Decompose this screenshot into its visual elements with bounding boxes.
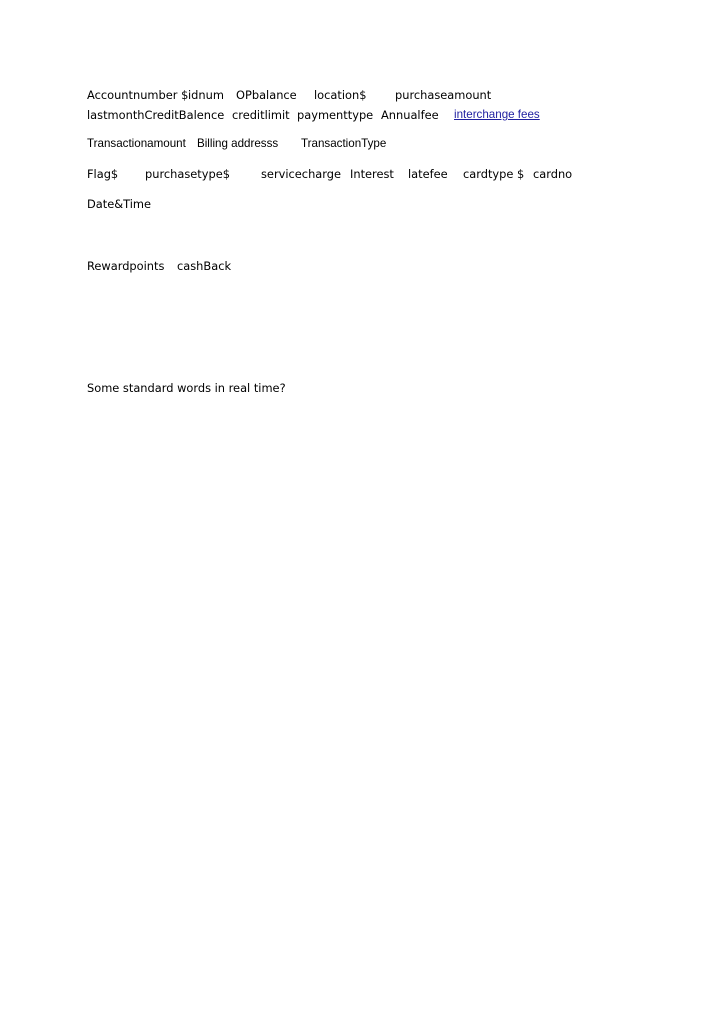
field-date-time: Date&Time <box>87 197 151 211</box>
field-line-5 <box>87 197 151 239</box>
field-transactiontype: TransactionType <box>301 137 387 150</box>
field-idnum: idnum <box>188 88 224 102</box>
field-paymenttype: paymenttype <box>297 108 374 122</box>
field-creditlimit: creditlimit <box>232 108 290 122</box>
field-cardtype: cardtype $ <box>463 167 525 181</box>
field-location: location$ <box>314 88 367 102</box>
field-rewardpoints: Rewardpoints <box>87 259 165 273</box>
field-annualfee: Annualfee <box>381 108 439 122</box>
field-purchaseamount: purchaseamount <box>395 88 492 102</box>
field-latefee: latefee <box>408 167 448 181</box>
question-line: Some standard words in real time? <box>87 381 286 395</box>
field-transactionamount: Transactionamount <box>87 137 186 150</box>
interchange-fees-link[interactable]: interchange fees <box>454 108 540 121</box>
field-servicecharge: servicecharge <box>261 167 341 181</box>
question-text <box>87 381 286 423</box>
field-cardno: cardno <box>533 167 573 181</box>
field-cashback: cashBack <box>177 259 232 273</box>
field-billing-address: Billing addresss <box>197 137 279 150</box>
field-purchasetype: purchasetype$ <box>145 167 230 181</box>
field-opbalance: OPbalance <box>236 88 297 102</box>
field-line-6 <box>87 259 232 315</box>
field-flag: Flag$ <box>87 167 119 181</box>
field-lastmonthcreditbalence: lastmonthCreditBalence <box>87 108 225 122</box>
field-accountnumber: Accountnumber $ <box>87 88 189 102</box>
field-interest: Interest <box>350 167 394 181</box>
